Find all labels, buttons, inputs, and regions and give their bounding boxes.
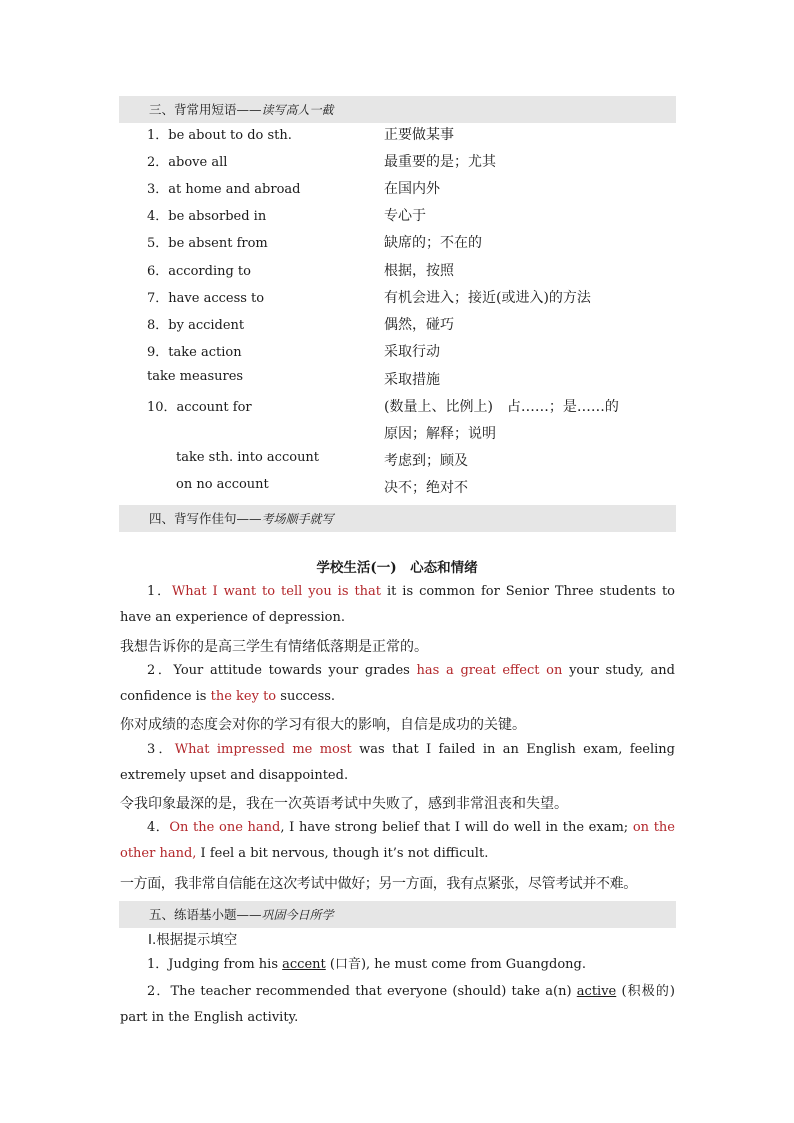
highlight-phrase: What impressed me most — [174, 742, 352, 757]
phrase-zh: 正要做某事 — [384, 127, 454, 143]
section4-dash: —— — [236, 511, 262, 526]
phrase-zh: 在国内外 — [384, 181, 440, 197]
phrase-row — [0, 369, 794, 389]
sentence-1 — [120, 579, 675, 631]
sentence-text: , I have strong belief that I will do well in the exam; — [280, 820, 633, 835]
topic-title: 学校生活(一) 心态和情绪 — [316, 560, 478, 576]
phrase-row — [0, 124, 794, 144]
phrase-en: 5．be absent from — [147, 236, 268, 251]
phrase-zh: 最重要的是；尤其 — [384, 154, 496, 170]
phrase-zh: (数量上、比例上) 占……；是……的 — [384, 399, 619, 415]
sentence-3 — [120, 737, 675, 789]
phrase-en: take measures — [147, 369, 244, 384]
phrase-en: 7．have access to — [147, 291, 265, 306]
sentence-text: your study, and confidence is — [120, 663, 675, 704]
highlight-phrase: on the other hand, — [120, 820, 675, 861]
phrase-zh: 决不；绝对不 — [384, 480, 468, 496]
phrase-en: on no account — [176, 477, 269, 492]
phrase-row — [0, 205, 794, 225]
sentence-2-translation: 你对成绩的态度会对你的学习有很大的影响，自信是成功的关键。 — [120, 717, 526, 733]
phrase-zh: 缺席的；不在的 — [384, 235, 482, 251]
sentence-4 — [120, 815, 675, 867]
section4-title: 四、背写作佳句 — [149, 511, 237, 526]
phrase-row — [0, 178, 794, 198]
highlight-phrase: has a great effect on — [416, 663, 563, 678]
section4-header — [119, 505, 676, 532]
highlight-phrase: On the one hand — [169, 820, 281, 835]
sentence-text: success. — [276, 689, 336, 704]
phrase-en: 3．at home and abroad — [147, 182, 301, 197]
section5-dash: —— — [236, 907, 262, 922]
sentence-4-translation: 一方面，我非常自信能在这次考试中做好；另一方面，我有点紧张，尽管考试并不难。 — [120, 876, 637, 892]
section4-subtitle: 考场顺手就写 — [261, 512, 334, 526]
phrase-en: 9．take action — [147, 345, 242, 360]
phrase-zh: 专心于 — [384, 208, 426, 224]
question-2 — [120, 979, 675, 1031]
sentence-text: it is common for Senior Three students to have an experience of depression. — [120, 584, 675, 625]
sentence-number: 1． — [147, 584, 172, 599]
section3-subtitle: 读写高人一截 — [261, 103, 334, 117]
phrase-zh: 采取措施 — [384, 372, 440, 388]
phrase-en: 6．according to — [147, 264, 251, 279]
phrase-row — [0, 341, 794, 361]
sentence-number: 3． — [147, 742, 175, 757]
phrase-zh: 原因；解释；说明 — [384, 426, 496, 442]
phrase-row — [0, 477, 794, 497]
phrase-zh: 有机会进入；接近(或进入)的方法 — [384, 290, 591, 306]
phrase-row — [0, 423, 794, 443]
phrase-en: 8．by accident — [147, 318, 245, 333]
highlight-phrase: What I want to tell you is that — [171, 584, 382, 599]
phrase-row — [0, 396, 794, 416]
section5-header — [119, 901, 676, 928]
sentence-text: Your attitude towards your grades — [173, 663, 417, 678]
sentence-number: 2． — [147, 663, 174, 678]
phrase-zh: 偶然，碰巧 — [384, 317, 454, 333]
phrase-row — [0, 232, 794, 252]
phrase-en: 4．be absorbed in — [147, 209, 267, 224]
section5-subtitle: 巩固今日所学 — [261, 908, 334, 922]
sentence-text: I feel a bit nervous, though it’s not difficult. — [196, 846, 489, 861]
phrase-row — [0, 287, 794, 307]
answer-blank: accent — [282, 957, 326, 972]
section3-dash: —— — [236, 102, 262, 117]
section5-title: 五、练语基小题 — [149, 907, 237, 922]
sentence-3-translation: 令我印象最深的是，我在一次英语考试中失败了，感到非常沮丧和失望。 — [120, 796, 568, 812]
phrase-zh: 根据，按照 — [384, 263, 454, 279]
answer-blank: active — [576, 984, 617, 999]
part-title: Ⅰ.根据提示填空 — [148, 932, 238, 948]
sentence-2 — [120, 658, 675, 710]
phrase-en: 1．be about to do sth. — [147, 128, 292, 143]
question-text: (积极的) part in the English activity. — [120, 984, 675, 1025]
sentence-number: 4． — [147, 820, 170, 835]
phrase-row — [0, 260, 794, 280]
phrase-en: 2．above all — [147, 155, 228, 170]
phrase-row — [0, 450, 794, 470]
question-text: 1．Judging from his — [147, 957, 283, 972]
section3-header — [119, 96, 676, 123]
phrase-zh: 采取行动 — [384, 344, 440, 360]
question-text: (口音), he must come from Guangdong. — [325, 957, 586, 972]
highlight-phrase: the key to — [210, 689, 277, 704]
phrase-en: take sth. into account — [176, 450, 320, 465]
phrase-en: 10．account for — [147, 400, 252, 415]
question-text: 2．The teacher recommended that everyone (should) take a(n) — [147, 984, 577, 999]
phrase-row — [0, 314, 794, 334]
phrase-row — [0, 151, 794, 171]
phrase-zh: 考虑到；顾及 — [384, 453, 468, 469]
question-1 — [120, 952, 675, 978]
section3-title: 三、背常用短语 — [149, 102, 237, 117]
sentence-1-translation: 我想告诉你的是高三学生有情绪低落期是正常的。 — [120, 639, 428, 655]
sentence-text: was that I failed in an English exam, feeling extremely upset and disappointed. — [120, 742, 676, 783]
